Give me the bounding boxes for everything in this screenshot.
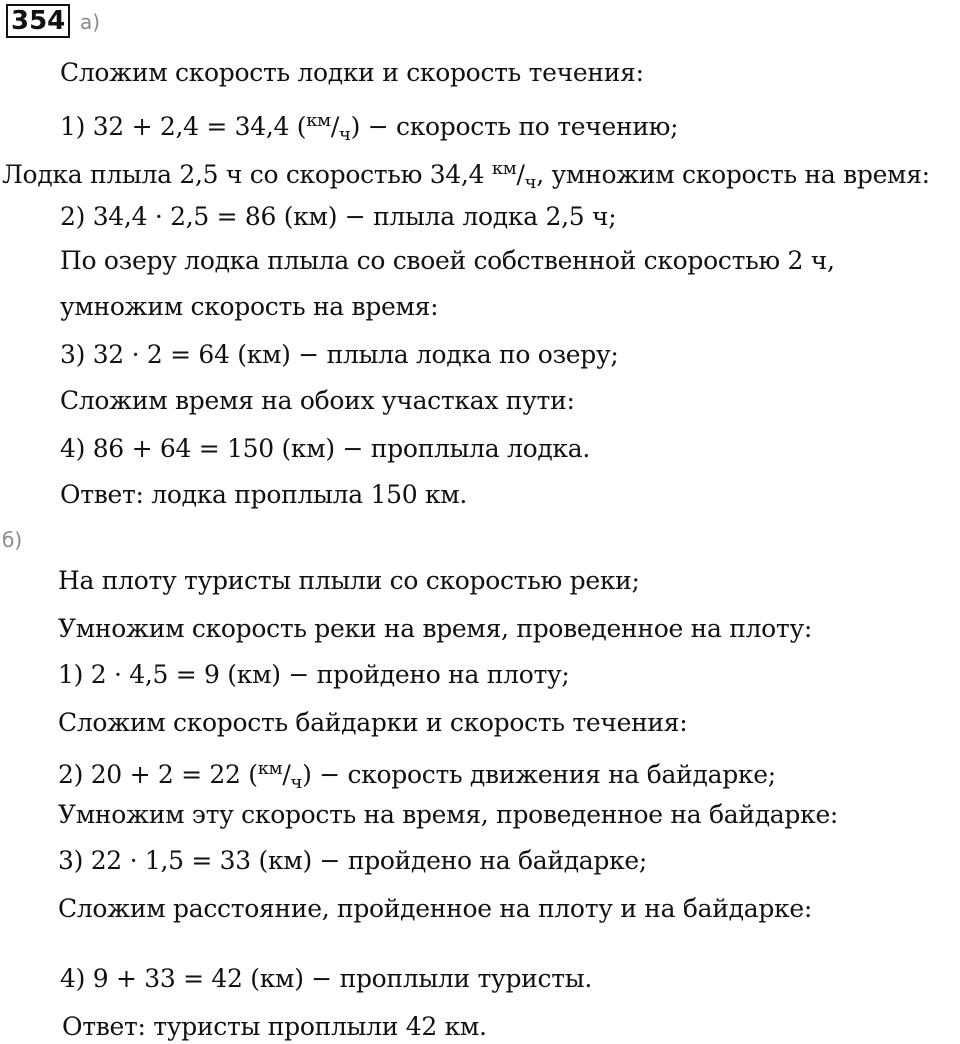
unit-numerator: км <box>257 758 283 779</box>
part-a-line-5: По озеру лодка плыла со своей собственной скоростью 2 ч, <box>60 246 835 275</box>
unit-slash: / <box>516 160 525 189</box>
part-a-line-4: 2) 34,4 · 2,5 = 86 (км) − плыла лодка 2,5 ч; <box>60 202 617 231</box>
part-b-line-5-end: ) − скорость движения на байдарке; <box>302 760 776 789</box>
part-b-line-5-start: 2) 20 + 2 = 22 ( <box>58 760 258 789</box>
part-a-line-2-start: 1) 32 + 2,4 = 34,4 ( <box>60 112 307 141</box>
part-a-line-3 <box>2 154 930 198</box>
speed-unit-km-per-h <box>258 754 302 798</box>
part-a-answer: Ответ: лодка проплыла 150 км. <box>60 480 468 509</box>
speed-unit-km-per-h <box>306 106 350 150</box>
unit-denominator: ч <box>524 172 537 193</box>
part-b-label: б) <box>2 528 23 552</box>
part-a-line-8: Сложим время на обоих участках пути: <box>60 386 575 415</box>
part-b-line-4: Сложим скорость байдарки и скорость течения: <box>58 708 688 737</box>
part-a-line-9: 4) 86 + 64 = 150 (км) − проплыла лодка. <box>60 434 590 463</box>
unit-numerator: км <box>491 158 517 179</box>
part-a-line-2-end: ) − скорость по течению; <box>350 112 679 141</box>
unit-numerator: км <box>306 110 331 131</box>
part-a-line-1: Сложим скорость лодки и скорость течения: <box>60 58 644 87</box>
part-b-line-9: 4) 9 + 33 = 42 (км) − проплыли туристы. <box>60 964 593 993</box>
part-a-line-2 <box>60 106 678 150</box>
problem-number: 354 <box>6 4 70 38</box>
part-b-line-8: Сложим расстояние, пройденное на плоту и на байдарке: <box>58 894 812 923</box>
part-a-label: а) <box>80 10 101 34</box>
unit-denominator: ч <box>290 772 303 793</box>
part-b-line-1: На плоту туристы плыли со скоростью реки; <box>58 566 640 595</box>
part-a-line-3-end: , умножим скорость на время: <box>536 160 930 189</box>
unit-slash: / <box>282 760 291 789</box>
part-a-line-3-start: Лодка плыла 2,5 ч со скоростью 34,4 <box>2 160 492 189</box>
part-b-answer: Ответ: туристы проплыли 42 км. <box>62 1012 487 1041</box>
part-b-line-3: 1) 2 · 4,5 = 9 (км) − пройдено на плоту; <box>58 660 570 689</box>
unit-denominator: ч <box>339 124 351 145</box>
part-a-line-7: 3) 32 · 2 = 64 (км) − плыла лодка по озеру; <box>60 340 619 369</box>
part-b-line-7: 3) 22 · 1,5 = 33 (км) − пройдено на байдарке; <box>58 846 648 875</box>
part-b-line-5 <box>58 754 776 798</box>
part-a-line-6: умножим скорость на время: <box>60 292 439 321</box>
speed-unit-km-per-h <box>492 154 536 198</box>
unit-slash: / <box>330 112 340 141</box>
part-b-line-2: Умножим скорость реки на время, проведенное на плоту: <box>58 614 812 643</box>
part-b-line-6: Умножим эту скорость на время, проведенное на байдарке: <box>58 800 839 829</box>
